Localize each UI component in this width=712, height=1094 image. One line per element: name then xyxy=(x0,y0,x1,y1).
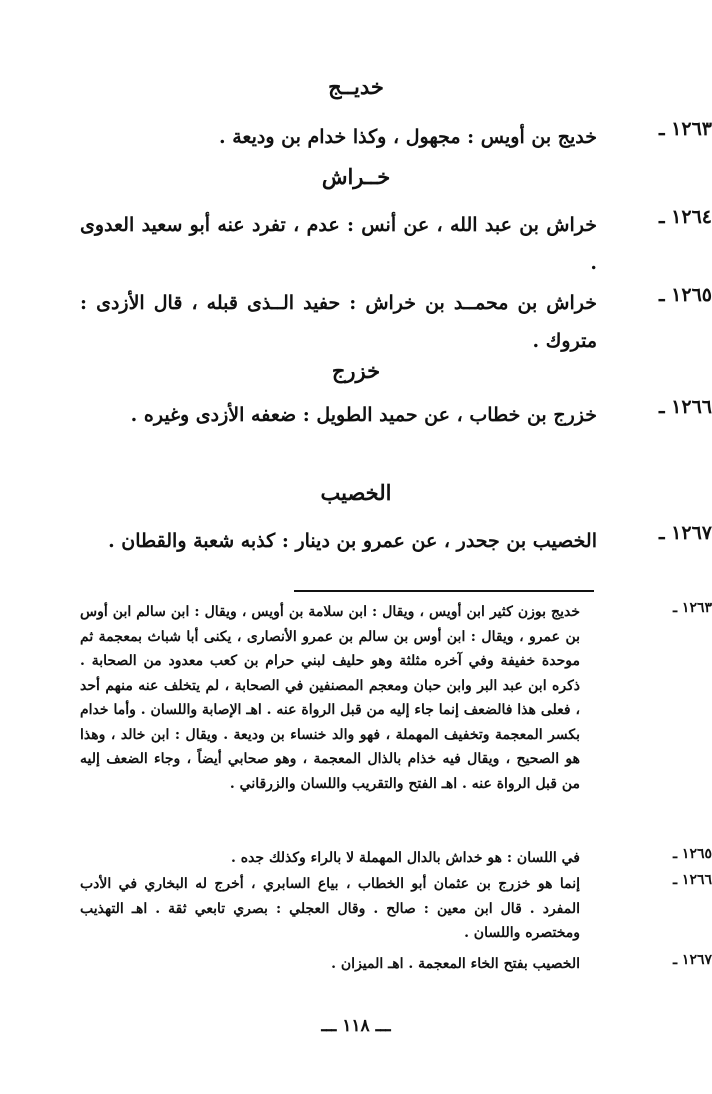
entry-text: خديج بن أويس : مجهول ، وكذا خدام بن وديعة . xyxy=(219,126,597,148)
entry-text: خراش بن عبد الله ، عن أنس : عدم ، تفرد عنه أبو سعيد العدوى . xyxy=(80,214,597,274)
entry-number: ١٢٦٣ ـ xyxy=(658,118,712,140)
section-heading-khadij: خديــج xyxy=(328,74,384,99)
entry-text: الخصيب بن جحدر ، عن عمرو بن دينار : كذبه شعبة والقطان . xyxy=(108,530,597,552)
entry-number: ١٢٦٥ ـ xyxy=(658,284,712,306)
section-heading-khasib: الخصيب xyxy=(320,480,392,505)
footnote-number: ١٢٦٥ ـ xyxy=(672,846,712,862)
footnote-text: خديج بوزن كثير ابن أويس ، ويقال : ابن سلامة بن أويس ، ويقال : ابن سالم ابن أوس بن عمرو ، ويقال : ابن أوس بن سالم بن عمرو الأنصارى ، يكنى أبا شباث بمعجمة ثم موحدة خفيفة وفي آخره مثلثة وهو حليف لبني حرام بن كعب معدود من الصحابة . ذكره ابن عبد البر وابن حبان ومعجم المصنفين في الصحابة ، لم يتخلف عنه منهم أحد ، فعلى هذا فالضعف إنما جاء إليه من قبل الرواة عنه . اهـ الإصابة واللسان . وأما خدام بكسر المعجمة وتخفيف المهملة ، فهو والد خنساء بن وديعة . ويقال : ابن خالد ، وهذا هو الصحيح ، ويقال فيه خذام بالذال المعجمة ، وهو صحابي أيضاً ، وجاء الضعف إليه من قبل الرواة عنه . اهـ الفتح والتقريب واللسان والزرقاني . xyxy=(80,604,581,792)
entry-text: خزرج بن خطاب ، عن حميد الطويل : ضعفه الأزدى وغيره . xyxy=(130,404,597,426)
footnote-text: إنما هو خزرج بن عثمان أبو الخطاب ، بياع السابري ، أخرج له البخاري في الأدب المفرد . قال ابن معين : صالح . وقال العجلي : بصري تابعي ثقة . اهـ التهذيب ومختصره واللسان . xyxy=(80,876,580,941)
entry-number: ١٢٦٤ ـ xyxy=(658,206,712,228)
section-heading-khazraj: خزرج xyxy=(331,358,381,383)
entry-number: ١٢٦٦ ـ xyxy=(658,396,712,418)
footnote-number: ١٢٦٦ ـ xyxy=(672,872,712,888)
footnote-text: الخصيب بفتح الخاء المعجمة . اهـ الميزان . xyxy=(331,956,580,972)
entry-number: ١٢٦٧ ـ xyxy=(658,522,712,544)
footnote-separator-rule xyxy=(294,590,594,592)
footnote-text: في اللسان : هو خداش بالدال المهملة لا بالراء وكذلك جده . xyxy=(230,850,580,866)
page-number: ـــ ١١٨ ـــ xyxy=(321,1016,391,1036)
footnote-number: ١٢٦٣ ـ xyxy=(672,600,712,616)
section-heading-khirash: خــراش xyxy=(321,164,391,189)
entry-text: خراش بن محمــد بن خراش : حفيد الــذى قبله ، قال الأزدى : متروك . xyxy=(80,292,597,352)
footnote-number: ١٢٦٧ ـ xyxy=(672,952,712,968)
